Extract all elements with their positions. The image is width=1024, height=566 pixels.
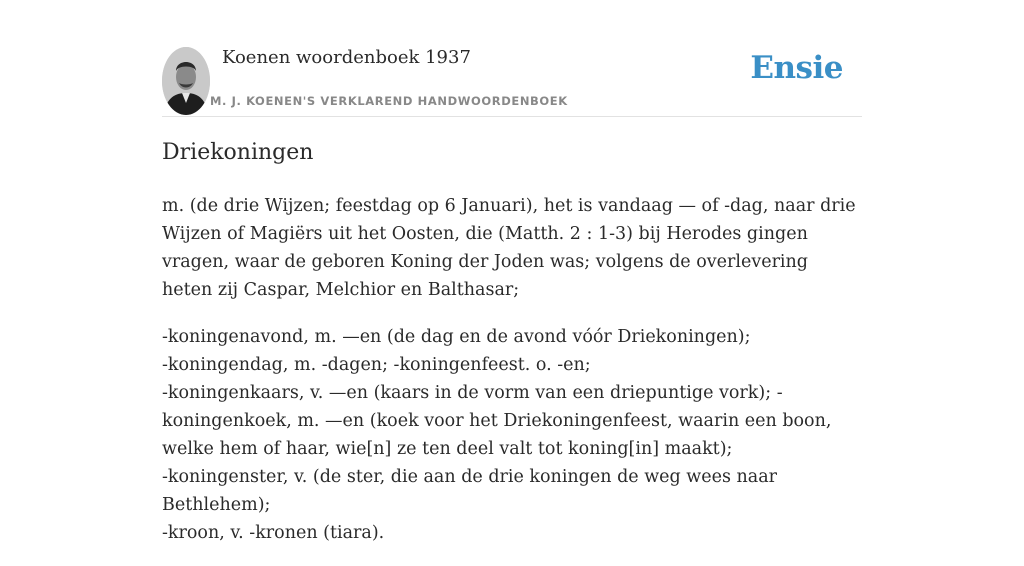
sublemma: -koningenkaars, v. —en (kaars in de vorm van een driepuntige vork); -koningenkoek, m. —en (koek voor het Driekoningenfeest, waarin een boon, welke hem of haar, wie[n] ze ten deel valt tot koning[in] maakt); bbox=[162, 383, 832, 459]
sublemma: -kroon, v. -kronen (tiara). bbox=[162, 523, 385, 543]
entry-body bbox=[162, 192, 862, 566]
dictionary-title: Koenen woordenboek 1937 bbox=[222, 47, 471, 68]
entry-sublemmas bbox=[162, 323, 862, 547]
author-portrait bbox=[162, 47, 210, 115]
sublemma: -koningenavond, m. —en (de dag en de avond vóór Driekoningen); bbox=[162, 327, 751, 347]
sublemma: -koningendag, m. -dagen; -koningenfeest. o. -en; bbox=[162, 355, 591, 375]
sublemma: -koningenster, v. (de ster, die aan de drie koningen de weg wees naar Bethlehem); bbox=[162, 467, 778, 515]
entry-title: Driekoningen bbox=[162, 140, 314, 165]
entry-definition: m. (de drie Wijzen; feestdag op 6 Januari), het is vandaag — of -dag, naar drie Wijzen of Magiërs uit het Oosten, die (Matth. 2 : 1-3) bij Herodes gingen vragen, waar de geboren Koning der Joden was; volgens de overlevering heten zij Caspar, Melchior en Balthasar; bbox=[162, 196, 856, 300]
page-header bbox=[162, 46, 862, 117]
ensie-logo-link[interactable]: Ensie bbox=[750, 50, 843, 86]
dictionary-subtitle: M. J. KOENEN'S VERKLAREND HANDWOORDENBOEK bbox=[210, 94, 568, 108]
